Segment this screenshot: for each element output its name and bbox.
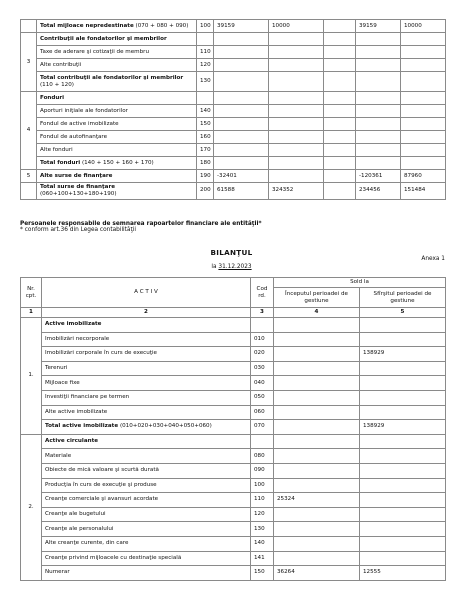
table-row: [21, 157, 446, 170]
table-row: [21, 376, 446, 391]
row-value-3: [324, 72, 356, 92]
row-label-text: Total mijloace nepredestinate: [40, 22, 134, 29]
row-value-1: [214, 118, 269, 131]
row-value-5: [401, 72, 446, 92]
table-row: [21, 347, 446, 362]
row-label-text: Contribuţii ale fondatorilor şi membrilor: [40, 35, 167, 42]
row-label-text: Alte contribuţii: [40, 61, 82, 68]
row-label-text: Creanţe comerciale şi avansuri acordate: [45, 496, 159, 503]
row-value-4: 234456: [356, 183, 401, 200]
row-label-text: Creanţe ale bugetului: [45, 511, 106, 518]
table-row: [21, 434, 446, 449]
note-line-1: Persoanele responsabile de semnarea rapoartelor financiare ale entităţii*: [20, 221, 262, 227]
row-label-text: Investiţii financiare pe termen: [45, 394, 130, 401]
row-formula: (010+020+030+040+050+060): [119, 423, 212, 430]
row-label-text: Total fonduri: [40, 159, 81, 166]
row-label: [42, 536, 251, 551]
row-label-text: Fonduri: [40, 94, 65, 101]
row-end-value: 138929: [360, 347, 446, 362]
row-value-3: [324, 157, 356, 170]
row-start-value: [274, 332, 360, 347]
row-value-1: [214, 72, 269, 92]
row-code: 070: [251, 420, 274, 435]
row-value-5: [401, 59, 446, 72]
table-row: [21, 72, 446, 92]
col-num-1: 1: [21, 308, 42, 318]
row-code: 140: [251, 536, 274, 551]
row-label-text: Active circulante: [45, 438, 99, 445]
row-code: 140: [197, 105, 214, 118]
table-row: [21, 420, 446, 435]
row-start-value: [274, 434, 360, 449]
row-label: [37, 131, 197, 144]
row-end-value: [360, 536, 446, 551]
row-label-text: Total active imobilizate: [45, 423, 119, 430]
table-row: [21, 478, 446, 493]
row-value-3: [324, 131, 356, 144]
row-start-value: [274, 478, 360, 493]
row-value-3: [324, 144, 356, 157]
row-label: [37, 46, 197, 59]
row-value-1: [214, 33, 269, 46]
row-label: [42, 493, 251, 508]
row-end-value: [360, 449, 446, 464]
page-title: BILANŢUL: [210, 248, 253, 257]
row-value-2: [269, 144, 324, 157]
row-code: 170: [197, 144, 214, 157]
annex-label: Anexa 1: [421, 256, 445, 262]
row-start-value: [274, 536, 360, 551]
table-row: [21, 92, 446, 105]
row-label: [42, 507, 251, 522]
row-code: [197, 92, 214, 105]
row-label: [42, 449, 251, 464]
row-formula: (110 + 120): [40, 81, 74, 88]
row-code: 100: [251, 478, 274, 493]
row-label: [42, 551, 251, 566]
col-nr-header: Nr. cpt.: [21, 278, 42, 308]
row-code: 030: [251, 361, 274, 376]
table-row: [21, 332, 446, 347]
row-label: [37, 33, 197, 46]
table-row: [21, 361, 446, 376]
row-label: [42, 478, 251, 493]
table-row: [21, 507, 446, 522]
row-start-value: [274, 522, 360, 537]
row-value-1: 61588: [214, 183, 269, 200]
row-label-text: Numerar: [45, 569, 70, 576]
row-label-text: Alte surse de finanţare: [40, 172, 113, 179]
row-end-value: [360, 318, 446, 333]
signatories-note: [20, 221, 262, 233]
row-value-1: [214, 131, 269, 144]
table-row: [21, 170, 446, 183]
row-value-3: [324, 105, 356, 118]
col-end-header: Sfîrşitul perioadei de gestiune: [360, 288, 446, 308]
row-value-1: [214, 157, 269, 170]
row-value-1: [214, 46, 269, 59]
row-number: 3: [21, 33, 37, 92]
row-label: [37, 20, 197, 33]
row-label: [42, 332, 251, 347]
table-row: [21, 536, 446, 551]
table-row: [21, 405, 446, 420]
row-value-4: -120361: [356, 170, 401, 183]
row-label-text: Fondul de active imobilizate: [40, 120, 119, 127]
row-code: 150: [251, 566, 274, 581]
row-code: [251, 318, 274, 333]
row-value-4: [356, 92, 401, 105]
row-value-3: [324, 92, 356, 105]
row-label-text: Terenuri: [45, 365, 68, 372]
row-value-1: [214, 92, 269, 105]
row-number: [21, 183, 37, 200]
row-code: 141: [251, 551, 274, 566]
row-value-5: [401, 144, 446, 157]
row-value-2: [269, 170, 324, 183]
table-row: [21, 118, 446, 131]
table-row: [21, 449, 446, 464]
row-end-value: [360, 390, 446, 405]
row-value-2: [269, 72, 324, 92]
row-label: [42, 390, 251, 405]
row-value-3: [324, 170, 356, 183]
date-value: 31.12.2023: [218, 264, 252, 270]
row-label-text: Materiale: [45, 452, 72, 459]
row-value-5: [401, 46, 446, 59]
row-code: 110: [197, 46, 214, 59]
row-value-3: [324, 20, 356, 33]
row-value-5: 10000: [401, 20, 446, 33]
row-number: 5: [21, 170, 37, 183]
table-row: [21, 59, 446, 72]
row-label-text: Alte creanţe curente, din care: [45, 540, 129, 547]
row-value-2: [269, 33, 324, 46]
balance-sheet-table: [20, 277, 446, 581]
row-number: [21, 20, 37, 33]
row-value-3: [324, 59, 356, 72]
row-value-4: [356, 131, 401, 144]
table-row: [21, 183, 446, 200]
row-start-value: [274, 361, 360, 376]
row-code: 060: [251, 405, 274, 420]
row-label-text: Creanţe ale personalului: [45, 525, 114, 532]
row-value-4: [356, 157, 401, 170]
row-end-value: [360, 376, 446, 391]
row-label: [37, 170, 197, 183]
row-start-value: [274, 390, 360, 405]
row-label-text: Producţia în curs de execuţie şi produse: [45, 481, 157, 488]
row-code: 130: [197, 72, 214, 92]
row-end-value: [360, 361, 446, 376]
row-code: 050: [251, 390, 274, 405]
row-value-2: [269, 105, 324, 118]
row-end-value: [360, 551, 446, 566]
row-value-5: [401, 131, 446, 144]
row-formula: (140 + 150 + 160 + 170): [81, 159, 154, 166]
row-label: [42, 376, 251, 391]
row-value-4: [356, 118, 401, 131]
row-formula: (070 + 080 + 090): [135, 22, 189, 29]
row-code: 150: [197, 118, 214, 131]
table-row: [21, 551, 446, 566]
row-label: [37, 118, 197, 131]
note-line-2: * conform art.36 din Legea contabilităţii: [20, 227, 136, 233]
row-value-4: [356, 46, 401, 59]
row-end-value: [360, 522, 446, 537]
row-value-3: [324, 46, 356, 59]
row-value-4: [356, 144, 401, 157]
col-start-header: Începutul perioadei de gestiune: [274, 288, 360, 308]
row-value-5: 87960: [401, 170, 446, 183]
row-value-1: 39159: [214, 20, 269, 33]
row-label: [37, 72, 197, 92]
row-code: 120: [197, 59, 214, 72]
col-num-3: 3: [251, 308, 274, 318]
row-label-text: Aporturi iniţiale ale fondatorilor: [40, 107, 128, 114]
row-start-value: [274, 507, 360, 522]
row-start-value: [274, 405, 360, 420]
row-code: 040: [251, 376, 274, 391]
row-end-value: [360, 332, 446, 347]
row-value-5: [401, 92, 446, 105]
row-label: [37, 157, 197, 170]
row-value-2: [269, 46, 324, 59]
row-value-2: [269, 118, 324, 131]
row-start-value: 36264: [274, 566, 360, 581]
row-start-value: 25324: [274, 493, 360, 508]
row-label: [42, 566, 251, 581]
row-value-1: -32401: [214, 170, 269, 183]
table-row: [21, 463, 446, 478]
col-activ-header: A C T I V: [42, 278, 251, 308]
row-value-1: [214, 105, 269, 118]
row-end-value: [360, 478, 446, 493]
row-value-5: [401, 118, 446, 131]
table-row: [21, 33, 446, 46]
row-label: [42, 405, 251, 420]
row-label: [37, 144, 197, 157]
table-row: [21, 20, 446, 33]
row-start-value: [274, 376, 360, 391]
sources-table: [20, 19, 446, 200]
row-label-text: Creanţe privind mijloacele cu destinaţie specială: [45, 554, 182, 561]
row-code: [251, 434, 274, 449]
row-value-5: [401, 105, 446, 118]
row-value-4: 39159: [356, 20, 401, 33]
row-value-4: [356, 33, 401, 46]
row-code: 090: [251, 463, 274, 478]
row-label-text: Mijloace fixe: [45, 379, 80, 386]
row-code: 200: [197, 183, 214, 200]
row-value-2: 10000: [269, 20, 324, 33]
row-code: 110: [251, 493, 274, 508]
row-value-1: [214, 59, 269, 72]
table-row: [21, 493, 446, 508]
row-label: [42, 522, 251, 537]
row-start-value: [274, 551, 360, 566]
table-row: [21, 318, 446, 333]
row-label: [37, 59, 197, 72]
row-value-3: [324, 183, 356, 200]
row-value-2: [269, 59, 324, 72]
col-sold-header: Sold la: [274, 278, 446, 288]
row-value-3: [324, 118, 356, 131]
row-end-value: 12555: [360, 566, 446, 581]
row-label-text: Imobilizări necorporale: [45, 335, 110, 342]
row-code: [197, 33, 214, 46]
table-row: [21, 105, 446, 118]
row-label: [37, 105, 197, 118]
row-label: [42, 318, 251, 333]
table-row: [21, 46, 446, 59]
col-num-4: 4: [274, 308, 360, 318]
row-value-5: 151484: [401, 183, 446, 200]
row-start-value: [274, 347, 360, 362]
row-number: 4: [21, 92, 37, 170]
table-row: [21, 390, 446, 405]
report-date: [0, 264, 463, 270]
row-value-2: [269, 157, 324, 170]
row-value-4: [356, 105, 401, 118]
row-label-text: Taxe de aderare şi cotizaţii de membru: [40, 48, 150, 55]
row-code: 160: [197, 131, 214, 144]
row-label-text: Fondul de autofinanţare: [40, 133, 108, 140]
row-label: [42, 434, 251, 449]
row-number: 1.: [21, 318, 42, 435]
row-end-value: [360, 493, 446, 508]
row-value-4: [356, 72, 401, 92]
table-row: [21, 144, 446, 157]
row-code: 010: [251, 332, 274, 347]
row-label: [42, 361, 251, 376]
row-value-2: [269, 92, 324, 105]
date-prefix: la: [211, 264, 217, 270]
table-row: [21, 131, 446, 144]
row-label: [42, 463, 251, 478]
row-label-text: Obiecte de mică valoare şi scurtă durată: [45, 467, 159, 474]
row-label: [37, 92, 197, 105]
row-code: 120: [251, 507, 274, 522]
row-label: [42, 347, 251, 362]
row-label-text: Alte active imobilizate: [45, 408, 108, 415]
row-end-value: [360, 434, 446, 449]
row-end-value: [360, 405, 446, 420]
row-code: 100: [197, 20, 214, 33]
row-value-3: [324, 33, 356, 46]
row-value-2: [269, 131, 324, 144]
col-cod-header: Cod rd.: [251, 278, 274, 308]
row-value-4: [356, 59, 401, 72]
row-code: 130: [251, 522, 274, 537]
row-code: 020: [251, 347, 274, 362]
row-code: 180: [197, 157, 214, 170]
row-end-value: [360, 507, 446, 522]
row-label: [37, 183, 197, 200]
row-formula: (060+100+130+180+190): [40, 190, 117, 197]
row-end-value: [360, 463, 446, 478]
col-num-2: 2: [42, 308, 251, 318]
row-label-text: Imobilizări corporale în curs de execuţie: [45, 350, 157, 357]
row-label-text: Total surse de finanţare: [40, 184, 116, 190]
row-start-value: [274, 463, 360, 478]
row-label-text: Total contribuţii ale fondatorilor şi membrilor: [40, 74, 184, 81]
row-label-text: Active imobilizate: [45, 321, 102, 328]
row-end-value: 138929: [360, 420, 446, 435]
col-num-5: 5: [360, 308, 446, 318]
row-code: 190: [197, 170, 214, 183]
row-start-value: [274, 318, 360, 333]
row-code: 080: [251, 449, 274, 464]
table-row: [21, 566, 446, 581]
table-row: [21, 522, 446, 537]
row-value-5: [401, 157, 446, 170]
row-start-value: [274, 420, 360, 435]
row-start-value: [274, 449, 360, 464]
row-number: 2.: [21, 434, 42, 580]
row-value-5: [401, 33, 446, 46]
row-label: [42, 420, 251, 435]
row-value-1: [214, 144, 269, 157]
row-value-2: 324352: [269, 183, 324, 200]
row-label-text: Alte fonduri: [40, 146, 73, 153]
